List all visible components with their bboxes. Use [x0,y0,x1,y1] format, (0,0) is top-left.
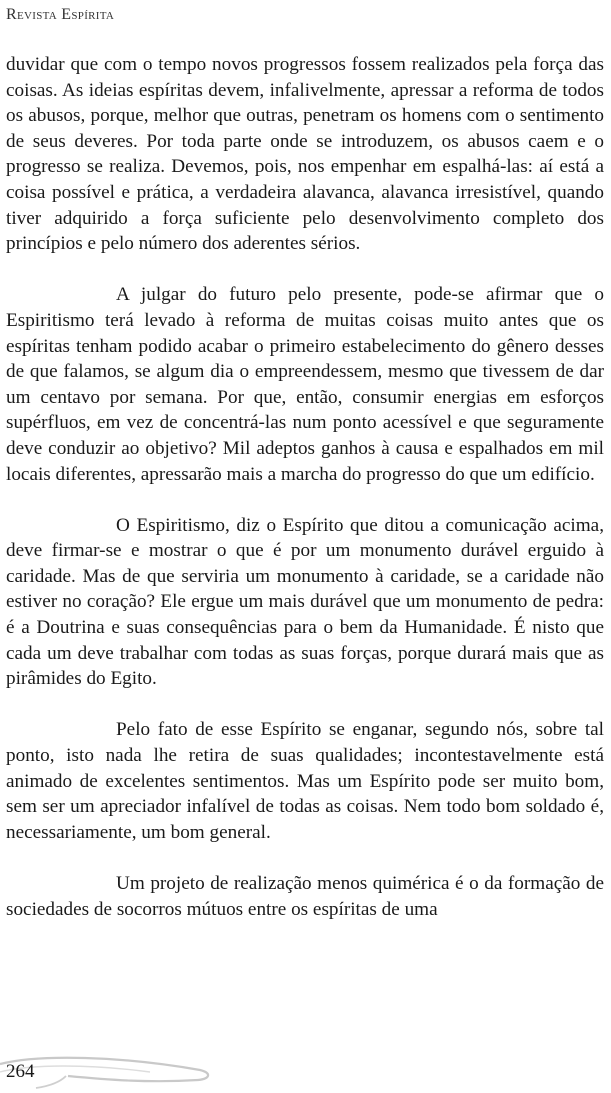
paragraph-5: Um projeto de realização menos quimérica é o da formação de sociedades de socorros mútuos entre os espíritas de uma [6,873,604,920]
running-head: Revista Espírita [6,6,115,23]
paragraph-3: O Espiritismo, diz o Espírito que ditou a comunicação acima, deve firmar-se e mostrar o que é por um monumento durável erguido à caridade. Mas de que serviria um monumento à caridade, se a caridade não estiver no coração? Ele ergue um mais durável que um monumento de pedra: é a Doutrina e suas consequências para o bem da Humanidade. É nisto que cada um deve trabalhar com todas as suas forças, porque durará mais que as pirâmides do Egito. [6,514,604,690]
paragraph-2: A julgar do futuro pelo presente, pode-se afirmar que o Espiritismo terá levado à reforma de muitas coisas muito antes que os espíritas tenham podido acabar o primeiro estabelecimento do gênero desses de que falamos, se algum dia o empreendessem, mesmo que tivessem de dar um centavo por semana. Por que, então, consumir energias em esforços supérfluos, em vez de concentrá-las num ponto acessível e que seguramente deve conduzir ao objetivo? Mil adeptos ganhos à causa e espalhados em mil locais diferentes, apressarão mais a marcha do progresso do que um edifício. [6,284,604,485]
paragraph-1: duvidar que com o tempo novos progressos fossem realizados pela força das coisas. As ideias espíritas devem, infalivelmente, apressar a reforma de todos os abusos, porque, melhor que outras, penetram os homens com o sentimento de seus deveres. Por toda parte onde se introduzem, os abusos caem e o progresso se realiza. Devemos, pois, nos empenhar em espalhá-las: aí está a coisa possível e prática, a verdadeira alavanca, alavanca irresistível, quando tiver adquirido a força suficiente pelo desenvolvimento completo dos princípios e pelo número dos aderentes sérios. [6,54,604,255]
article-body [6,52,604,922]
page-number: 264 [6,1061,35,1082]
paragraph-4: Pelo fato de esse Espírito se enganar, segundo nós, sobre tal ponto, isto nada lhe retira de suas qualidades; incontestavelmente está animado de excelentes sentimentos. Mas um Espírito pode ser muito bom, sem ser um apreciador infalível de todas as coisas. Nem todo bom soldado é, necessariamente, um bom general. [6,719,604,843]
